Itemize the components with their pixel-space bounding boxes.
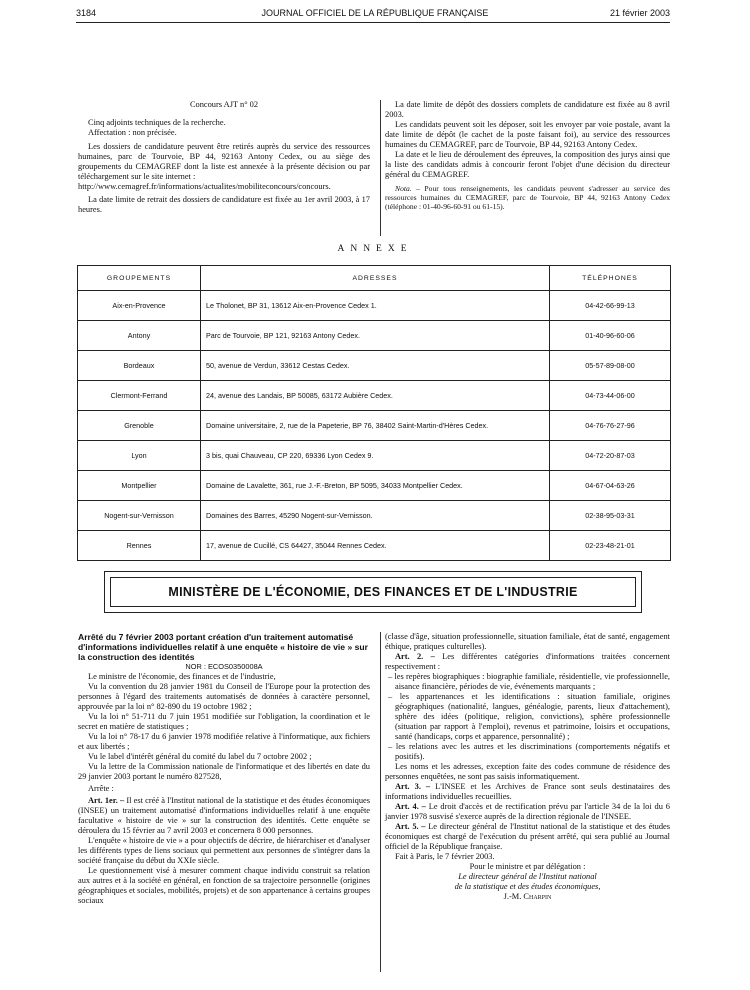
paragraph: L'enquête « histoire de vie » a pour objectifs de décrire, de hiérarchiser et d'analyser les différents types de liens sociaux qui permettent aux personnes de s'intégrer dans la société française du début du XXIe siècle. (78, 836, 370, 865)
top-left-column (78, 100, 370, 215)
paragraph: Les noms et les adresses, exception faite des codes commune de résidence des personnes enquêtées, ne sont pas saisis informatiquement. (385, 762, 670, 781)
phone-cell: 01-40-96-60-06 (550, 321, 671, 351)
list-item: – les appartenances et les identifications : situation familiale, origines géographiques (nationalité, langues, généalogie, parents, lieux d'attachement), sphère des idées (politique, religion, convictions), sphère professionnelle (situation par rapport à l'emploi), revenus et patrimoine, loisirs et occupations, santé (handicaps, corps et apparence, personnalité) ; (388, 692, 670, 741)
paragraph: Vu le label d'intérêt général du comité du label du 7 octobre 2002 ; (88, 752, 312, 761)
groupement-cell: Aix-en-Provence (78, 291, 201, 321)
table-row (78, 291, 671, 321)
signature-line: Pour le ministre et par délégation : (469, 862, 586, 871)
article-label: Art. 3. – (395, 782, 431, 791)
ministry-title: MINISTÈRE DE L'ÉCONOMIE, DES FINANCES ET DE L'INDUSTRIE (110, 577, 636, 607)
column-header: GROUPEMENTS (78, 266, 201, 291)
header-rule (76, 22, 670, 23)
paragraph: Vu la lettre de la Commission nationale de l'informatique et des libertés en date du 29 janvier 2003 portant le numéro 827528, (78, 762, 370, 781)
paragraph: Vu la loi n° 51-711 du 7 juin 1951 modifiée sur l'obligation, la coordination et le secret en matière de statistiques ; (78, 712, 370, 731)
table-row (78, 501, 671, 531)
phone-cell: 04-73-44-06-00 (550, 381, 671, 411)
groupement-cell: Grenoble (78, 411, 201, 441)
signature-line: de la statistique et des études économiques, (454, 882, 601, 891)
list-item: – les relations avec les autres et les discriminations (comportements négatifs et positifs). (388, 742, 670, 761)
address-cell: 17, avenue de Cucillé, CS 64427, 35044 Rennes Cedex. (201, 531, 550, 561)
paragraph: Le ministre de l'économie, des finances et de l'industrie, (88, 672, 276, 681)
address-cell: Domaine de Lavalette, 361, rue J.-F.-Breton, BP 5095, 34033 Montpellier Cedex. (201, 471, 550, 501)
groupement-cell: Lyon (78, 441, 201, 471)
article-3 (385, 782, 670, 802)
phone-cell: 04-42-66-99-13 (550, 291, 671, 321)
paragraph: Vu la loi n° 78-17 du 6 janvier 1978 modifiée relative à l'informatique, aux fichiers et aux libertés ; (78, 732, 370, 751)
phone-cell: 04-72-20-87-03 (550, 441, 671, 471)
paragraph: Vu la convention du 28 janvier 1981 du Conseil de l'Europe pour la protection des personnes à l'égard des traitements automatisés de données à caractère personnel, approuvée par la loi n° 82-890 du 19 octobre 1982 ; (78, 682, 370, 711)
article-4 (385, 802, 670, 822)
paragraph: La date limite de dépôt des dossiers complets de candidature est fixée au 8 avril 2003. (385, 100, 670, 119)
table-row (78, 531, 671, 561)
address-cell: 50, avenue de Verdun, 33612 Cestas Cedex. (201, 351, 550, 381)
column-header: TÉLÉPHONES (550, 266, 671, 291)
note-text: – Pour tous renseignements, les candidats peuvent s'adresser au service des ressources humaines du CEMAGREF, parc de Tourvoie, BP 44, 92163 Antony Cedex (téléphone : 01-40-96-60-91 ou 61-15). (385, 184, 670, 211)
article-1 (78, 796, 370, 836)
article-text: Le directeur général de l'Institut national de la statistique et des études économiques est chargé de l'exécution du présent arrêté, qui sera publié au Journal officiel de la République française. (385, 822, 670, 851)
table-row (78, 381, 671, 411)
address-cell: 3 bis, quai Chauveau, CP 220, 69336 Lyon Cedex 9. (201, 441, 550, 471)
page-header (0, 8, 750, 22)
paragraph: Cinq adjoints techniques de la recherche. (88, 118, 226, 127)
article-text: Le droit d'accès et de rectification prévu par l'article 34 de la loi du 6 janvier 1978 susvisé s'exerce auprès de la direction régionale de l'INSEE. (385, 802, 670, 821)
decree-title: Arrêté du 7 février 2003 portant création d'un traitement automatisé d'informations individuelles relatif à une enquête « histoire de vie » sur la construction des identités (78, 632, 369, 662)
arrete: Arrête : (88, 784, 114, 793)
note-label: Nota. (395, 184, 412, 193)
column-divider (380, 632, 381, 972)
top-right-column (385, 100, 670, 211)
phone-cell: 02-23-48-21-01 (550, 531, 671, 561)
annexe-table (77, 265, 671, 561)
article-label: Art. 2. – (395, 652, 435, 661)
table-row (78, 321, 671, 351)
phone-cell: 04-76-76-27-96 (550, 411, 671, 441)
journal-title: JOURNAL OFFICIEL DE LA RÉPUBLIQUE FRANÇAISE (261, 8, 489, 18)
paragraph: La date limite de retrait des dossiers de candidature est fixée au 1er avril 2003, à 17 heures. (78, 195, 370, 214)
article-label: Art. 4. – (395, 802, 426, 811)
address-cell: 24, avenue des Landais, BP 50085, 63172 Aubière Cedex. (201, 381, 550, 411)
table-header-row (78, 266, 671, 291)
paragraph: Le questionnement visé à mesurer comment chaque individu construit sa relation aux autres et à la société en général, en fonction de sa trajectoire personnelle (origines géographiques et sociales, mobilités, projets) et de son appartenance à certains groupes sociaux (78, 866, 370, 905)
page-number: 3184 (76, 8, 97, 18)
decree-right-column (385, 632, 670, 902)
issue-date: 21 février 2003 (609, 8, 670, 18)
article-label: Art. 1er. – (88, 796, 125, 805)
contest-heading: Concours AJT n° 02 (189, 100, 259, 109)
column-divider (380, 100, 381, 236)
paragraph: La date et le lieu de déroulement des épreuves, la composition des jurys ainsi que la liste des candidats admis à concourir feront l'objet d'une décision du directeur général du CEMAGREF. (385, 150, 670, 179)
phone-cell: 04-67-04-63-26 (550, 471, 671, 501)
phone-cell: 02-38-95-03-31 (550, 501, 671, 531)
address-cell: Parc de Tourvoie, BP 121, 92163 Antony Cedex. (201, 321, 550, 351)
table-row (78, 411, 671, 441)
note (385, 184, 670, 211)
annexe-title: ANNEXE (337, 244, 413, 254)
table-row (78, 471, 671, 501)
decree-left-column (78, 632, 370, 906)
paragraph: Les candidats peuvent soit les déposer, soit les envoyer par voie postale, avant la date limite de dépôt (le cachet de la poste faisant foi), au service des ressources humaines du CEMAGREF, parc de Tourvoie, BP 44, 92163 Antony Cedex. (385, 120, 670, 149)
address-cell: Le Tholonet, BP 31, 13612 Aix-en-Provence Cedex 1. (201, 291, 550, 321)
groupement-cell: Bordeaux (78, 351, 201, 381)
paragraph: Les dossiers de candidature peuvent être retirés auprès du service des ressources humaines, parc de Tourvoie, BP 44, 92163 Antony Cedex, ou au siège des groupements du CEMAGREF dont la liste est annexée à la présente décision ou par téléchargement sur le site internet : (78, 142, 370, 181)
article-label: Art. 5. – (395, 822, 426, 831)
list-item: – les repères biographiques : biographie familiale, résidentielle, vie professionnelle, aisance financière, périodes de vie, événements marquants ; (388, 672, 670, 691)
groupement-cell: Montpellier (78, 471, 201, 501)
signature-line: Le directeur général de l'Institut national (458, 872, 597, 881)
article-2 (385, 652, 670, 672)
table-row (78, 441, 671, 471)
groupement-cell: Nogent-sur-Vernisson (78, 501, 201, 531)
article-5 (385, 822, 670, 852)
paragraph: (classe d'âge, situation professionnelle, situation familiale, état de santé, engagement éthique, pratiques culturelles). (385, 632, 670, 651)
decree-nor: NOR : ECOS0350008A (185, 662, 263, 671)
column-header: ADRESSES (201, 266, 550, 291)
signatory: J.-M. Charpin (503, 892, 552, 901)
article-text: Il est créé à l'Institut national de la statistique et des études économiques (INSEE) un traitement automatisé d'informations individuelles relatif à une enquête facultative « histoire de vie » sur la construction des identités. Cette enquête se déroulera du 15 février au 7 avril 2003 et concernera 8 000 personnes. (78, 796, 371, 835)
article-text: Les différentes catégories d'informations traitées concernent respectivement : (385, 652, 670, 671)
done-at: Fait à Paris, le 7 février 2003. (395, 852, 495, 861)
table-row (78, 351, 671, 381)
address-cell: Domaines des Barres, 45290 Nogent-sur-Vernisson. (201, 501, 550, 531)
phone-cell: 05-57-89-08-00 (550, 351, 671, 381)
groupement-cell: Rennes (78, 531, 201, 561)
download-url[interactable]: http://www.cemagref.fr/informations/actualites/mobiliteconcours/concours. (78, 182, 331, 191)
groupement-cell: Clermont-Ferrand (78, 381, 201, 411)
address-cell: Domaine universitaire, 2, rue de la Papeterie, BP 76, 38402 Saint-Martin-d'Hères Cedex. (201, 411, 550, 441)
groupement-cell: Antony (78, 321, 201, 351)
article-text: L'INSEE et les Archives de France sont seuls destinataires des informations individuelles recueillies. (385, 782, 670, 801)
paragraph: Affectation : non précisée. (88, 128, 177, 137)
